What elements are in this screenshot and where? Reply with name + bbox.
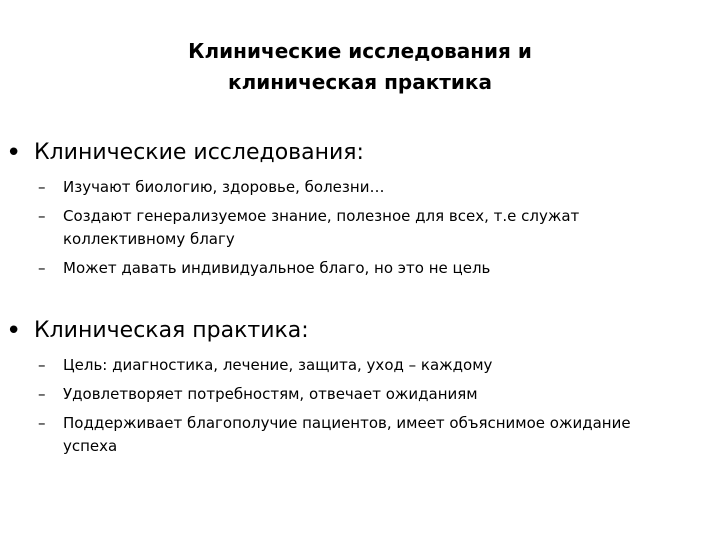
dash-icon: – xyxy=(38,385,46,403)
bullet-icon: • xyxy=(6,138,22,168)
dash-icon: – xyxy=(38,207,46,225)
bullet-row xyxy=(0,316,720,350)
dash-icon: – xyxy=(38,259,46,277)
dash-icon: – xyxy=(38,356,46,374)
dash-icon: – xyxy=(38,414,46,432)
section-clinical-practice xyxy=(0,316,720,464)
slide-title-line-2: клиническая практика xyxy=(228,70,492,94)
list-item-text: Удовлетворяет потребностям, отвечает ожиданиям xyxy=(63,385,478,403)
list-item-text: Может давать индивидуальное благо, но это не цель xyxy=(63,259,491,277)
list-item xyxy=(0,412,683,458)
list-item xyxy=(0,383,683,406)
list-item-text: Цель: диагностика, лечение, защита, уход – каждому xyxy=(63,356,493,374)
bullet-row xyxy=(0,138,720,172)
list-item-text: Изучают биологию, здоровье, болезни… xyxy=(63,178,385,196)
sub-list xyxy=(0,176,720,280)
list-item xyxy=(0,257,683,280)
list-item xyxy=(0,205,683,251)
slide-title xyxy=(60,36,660,98)
sub-list xyxy=(0,354,720,458)
list-item xyxy=(0,176,683,199)
slide-title-line-1: Клинические исследования и xyxy=(188,39,532,63)
list-item-text: Поддерживает благополучие пациентов, имеет объяснимое ожидание успеха xyxy=(63,414,631,455)
bullet-icon: • xyxy=(6,316,22,346)
section-heading: Клиническая практика: xyxy=(34,318,309,343)
section-heading: Клинические исследования: xyxy=(34,140,364,165)
list-item-text: Создают генерализуемое знание, полезное для всех, т.е служат коллективному благу xyxy=(63,207,580,248)
list-item xyxy=(0,354,683,377)
dash-icon: – xyxy=(38,178,46,196)
section-clinical-research xyxy=(0,138,720,286)
